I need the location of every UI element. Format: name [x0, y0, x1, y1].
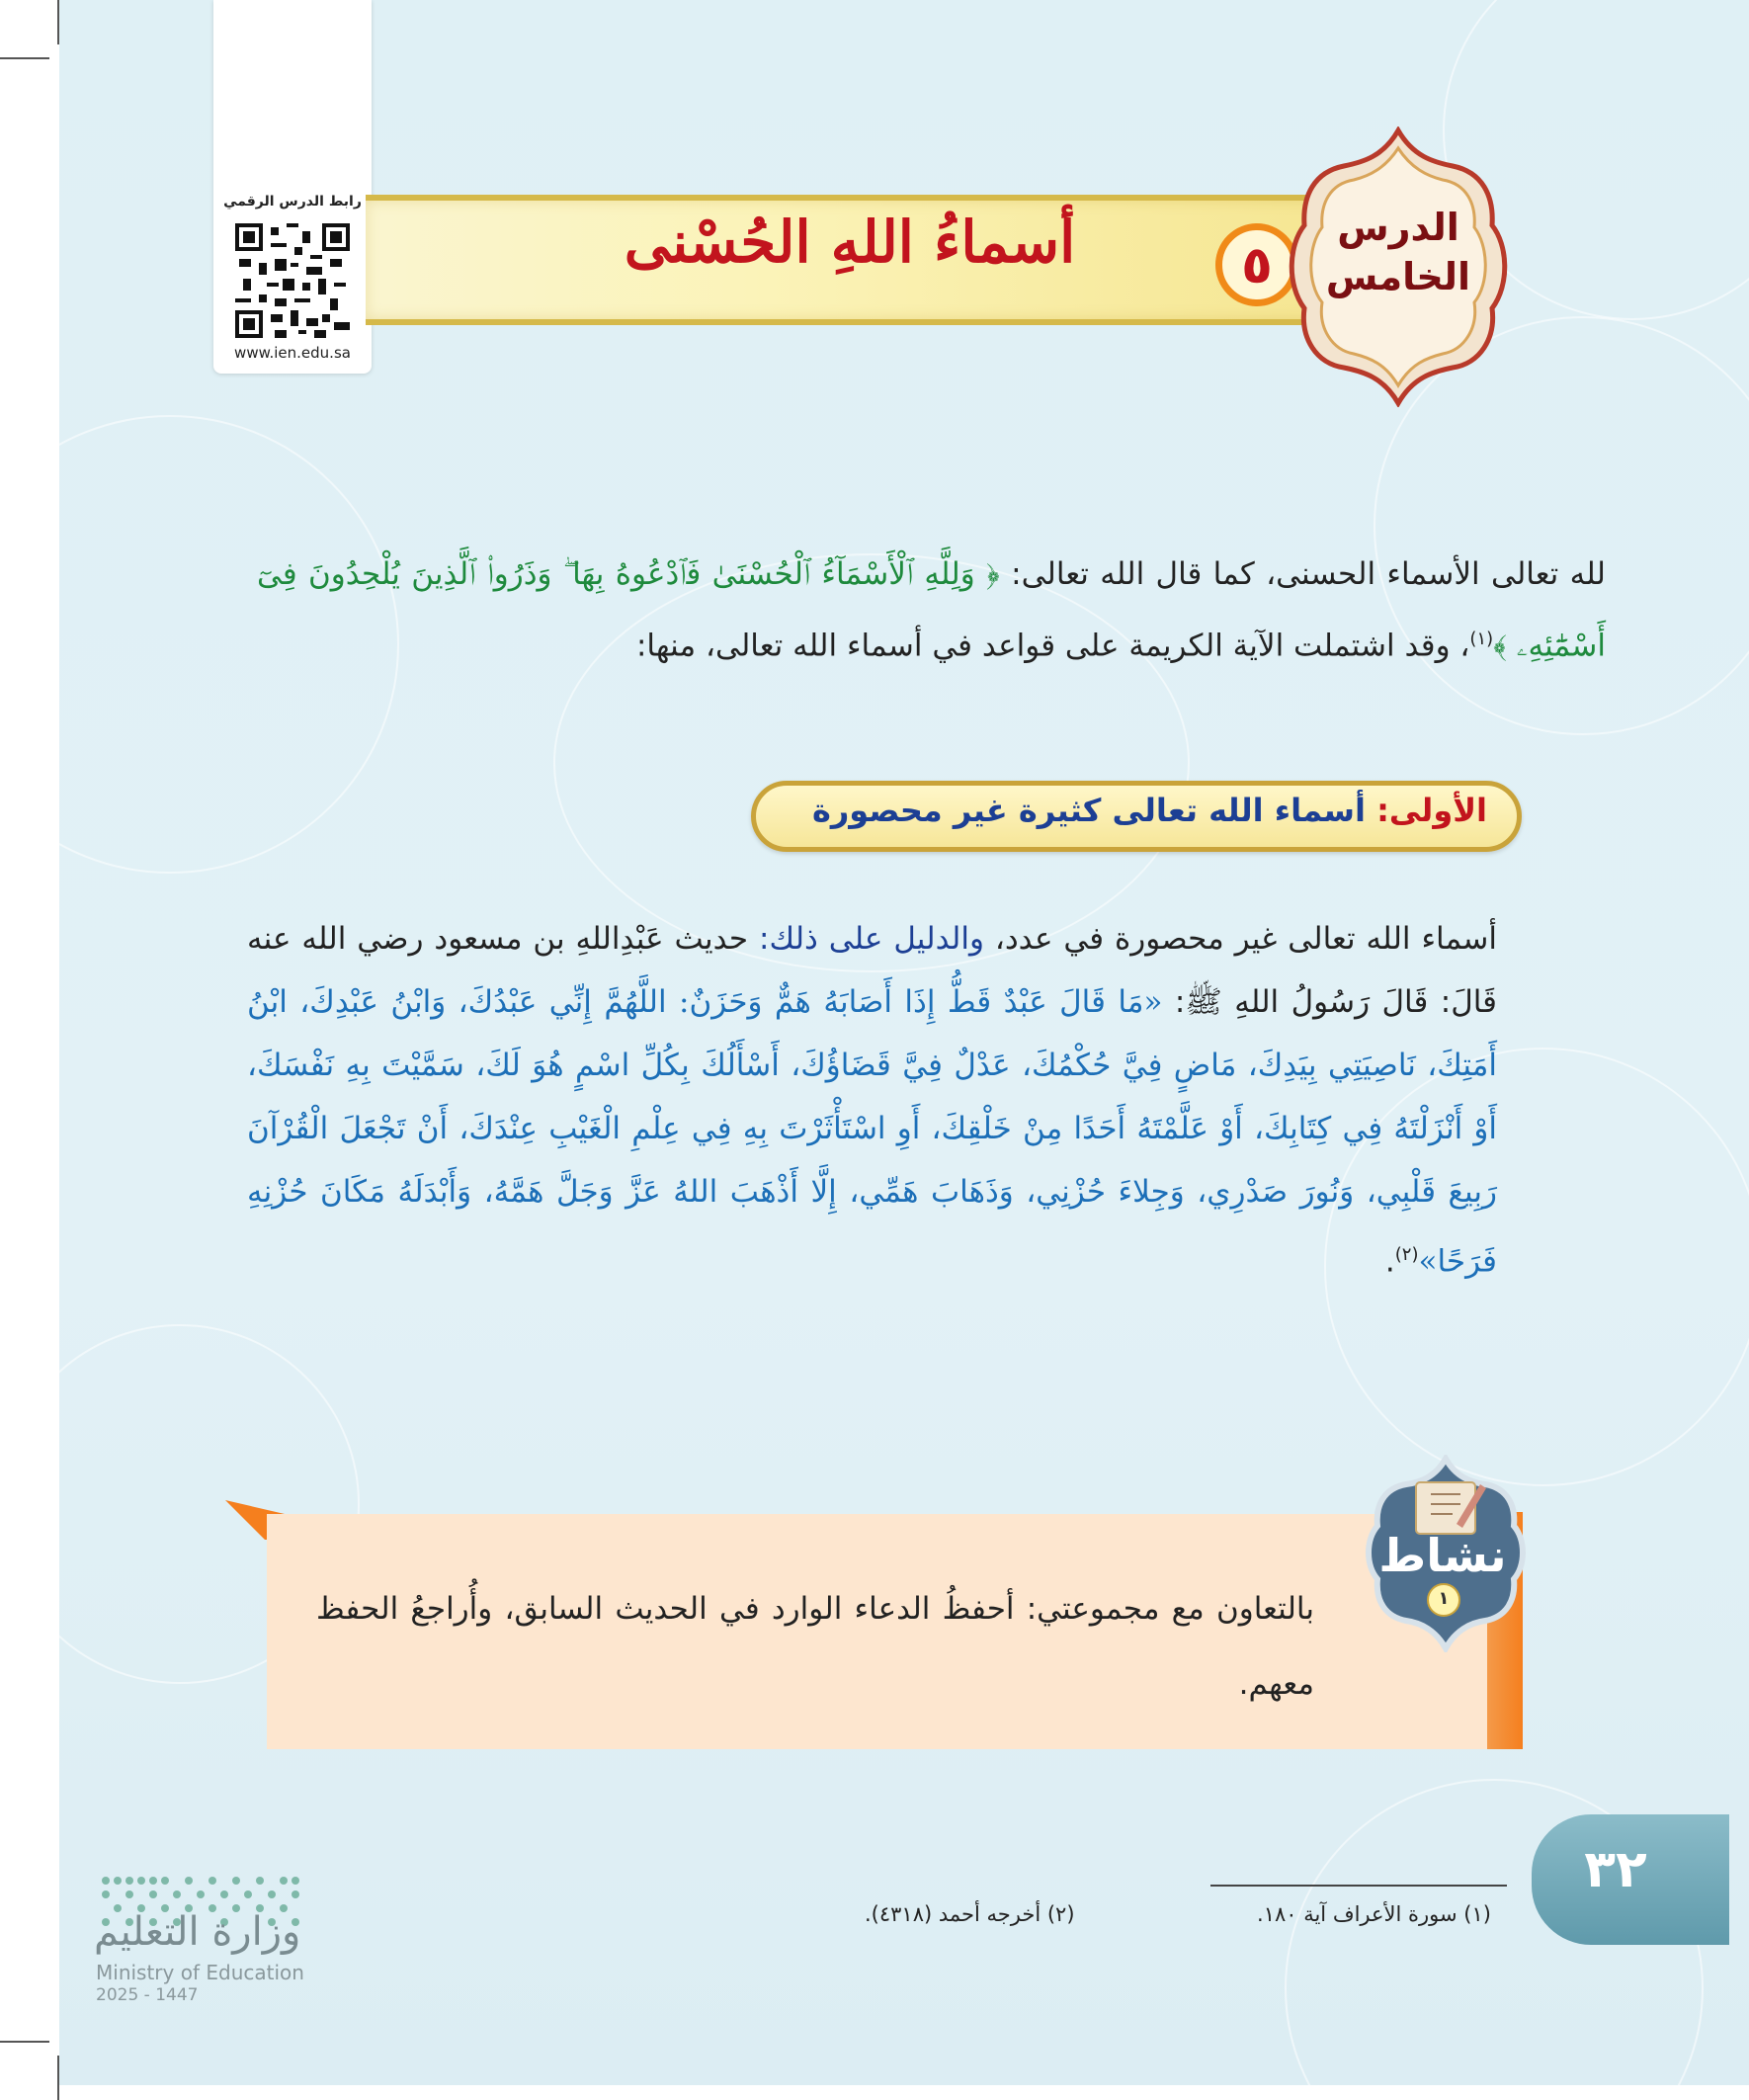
activity-text: بالتعاون مع مجموعتي: أحفظُ الدعاء الوارد في الحديث السابق، وأُراجعُ الحفظ معهم. — [316, 1591, 1314, 1702]
hadith-text: «مَا قَالَ عَبْدٌ قَطُّ إِذَا أَصَابَهُ هَمٌّ وَحَزَنٌ: اللَّهُمَّ إِنِّي عَبْدُكَ، وَابْنُ عَبْدِكَ، ابْنُ أَمَتِكَ، نَاصِيَتِي بِيَدِكَ، مَاضٍ فِيَّ حُكْمُكَ، عَدْلٌ فِيَّ قَضَاؤُكَ، أَسْأَلُكَ بِكُلِّ اسْمٍ هُوَ لَكَ، سَمَّيْتَ بِهِ نَفْسَكَ، أَوْ أَنْزَلْتَهُ فِي كِتَابِكَ، أَوْ عَلَّمْتَهُ أَحَدًا مِنْ خَلْقِكَ، أَوِ اسْتَأْثَرْتَ بِهِ فِي عِلْمِ الْغَيْبِ عِنْدَكَ، أَنْ تَجْعَلَ الْقُرْآنَ رَبِيعَ قَلْبِي، وَنُورَ صَدْرِي، وَجِلاءَ حُزْنِي، وَذَهَابَ هَمِّي، إِلَّا أَذْهَبَ اللهُ عَزَّ وَجَلَّ هَمَّهُ، وَأَبْدَلَهُ مَكَانَ حُزْنِهِ فَرَحًا» — [247, 984, 1497, 1280]
ministry-name-english: Ministry of Education — [96, 1961, 304, 1984]
qr-card — [213, 0, 372, 374]
intro-text: لله تعالى الأسماء الحسنى، كما قال الله تعالى: — [999, 556, 1606, 592]
hadith-paragraph — [247, 907, 1497, 1293]
evidence-label: والدليل على ذلك: — [759, 921, 984, 957]
activity-number: ١ — [1427, 1583, 1460, 1617]
footnote-1: (١) سورة الأعراف آية ١٨٠. — [1257, 1902, 1491, 1926]
qr-code-icon[interactable] — [235, 223, 350, 338]
lesson-badge-line2: الخامس — [1325, 255, 1471, 298]
lesson-badge-line1: الدرس — [1337, 206, 1459, 249]
rule-heading-box — [751, 781, 1522, 852]
ministry-year: 2025 - 1447 — [96, 1985, 199, 2005]
footnote-2: (٢) أخرجه أحمد (٤٣١٨). — [865, 1902, 1075, 1926]
body-text: أسماء الله تعالى غير محصورة في عدد، — [983, 921, 1497, 957]
crop-mark — [0, 2041, 49, 2043]
rule-heading — [756, 792, 1487, 829]
footnote-ref-1[interactable]: (١) — [1469, 629, 1494, 649]
lesson-title: أسماءُ اللهِ الحُسْنى — [624, 209, 1076, 276]
intro-text-after: ، وقد اشتملت الآية الكريمة على قواعد في أسماء الله تعالى، منها: — [635, 628, 1470, 664]
footnote-ref-2[interactable]: (٢) — [1394, 1244, 1419, 1265]
rule-text: أسماء الله تعالى كثيرة غير محصورة — [811, 792, 1366, 829]
footnote-divider — [1210, 1885, 1507, 1887]
lesson-badge-label — [1314, 203, 1482, 301]
lesson-number: ٥ — [1215, 223, 1298, 306]
quran-verse: ﴿ وَلِلَّهِ ٱلْأَسْمَآءُ ٱلْحُسْنَىٰ فَٱدْعُوهُ بِهَا ۖ وَذَرُوا۟ ٱلَّذِينَ يُلْحِدُونَ فِىٓ أَسْمَٰٓئِهِۦ ﴾ — [257, 556, 1606, 664]
page-number: ٣٢ — [1584, 1840, 1647, 1899]
qr-url[interactable]: www.ien.edu.sa — [234, 344, 351, 362]
rule-label: الأولى: — [1376, 792, 1487, 829]
qr-label: رابط الدرس الرقمي — [223, 194, 362, 210]
activity-label: نشاط — [1378, 1529, 1507, 1582]
body-text-2: حديث عَبْدِاللهِ بن مسعود رضي الله عنه قَالَ: قَالَ رَسُولُ اللهِ ﷺ: — [247, 921, 1497, 1020]
ministry-name-arabic: وزارة التعليم — [94, 1909, 301, 1955]
crop-mark — [0, 57, 49, 59]
body-end: . — [1384, 1243, 1395, 1280]
intro-paragraph — [257, 542, 1606, 678]
